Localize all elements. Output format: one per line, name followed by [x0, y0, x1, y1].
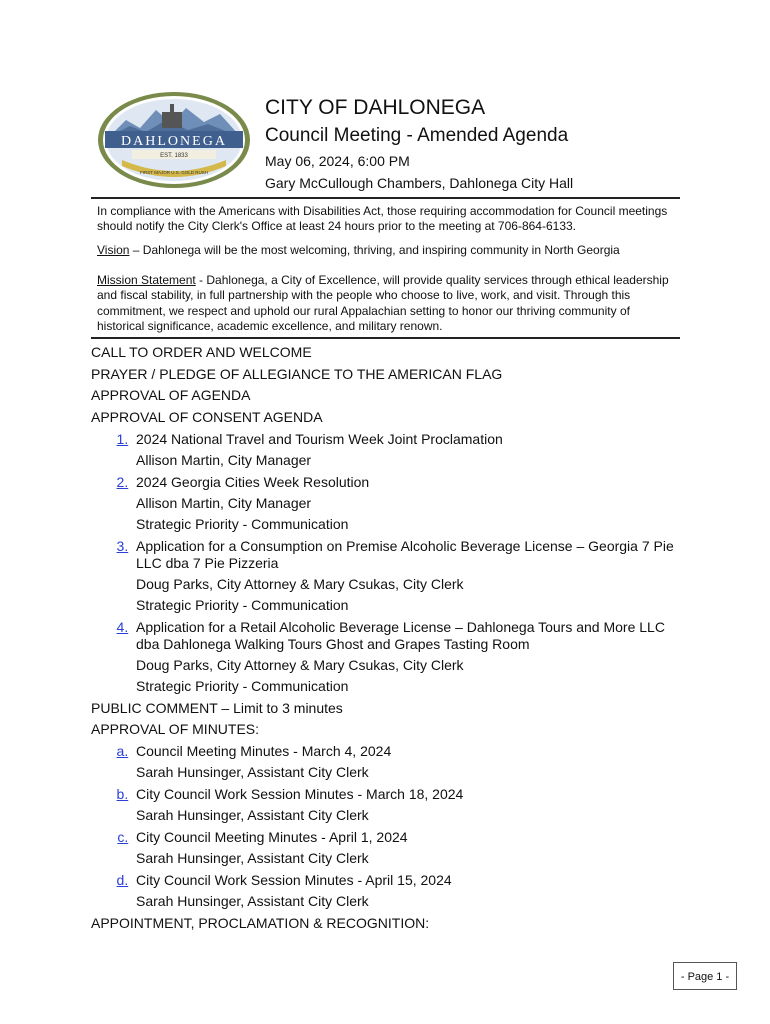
mission-statement	[97, 273, 677, 334]
page-number: - Page 1 -	[673, 962, 737, 990]
city-name: CITY OF DAHLONEGA	[265, 96, 486, 119]
agenda-item	[91, 538, 681, 571]
agenda-item	[91, 619, 681, 652]
agenda-header	[265, 94, 573, 194]
minutes-item	[91, 786, 681, 803]
section-prayer-pledge: PRAYER / PLEDGE OF ALLEGIANCE TO THE AMERICAN FLAG	[91, 365, 503, 382]
ada-notice: In compliance with the Americans with Disabilities Act, those requiring accommodation for Council meetings should notify the City Clerk's Office at least 24 hours prior to the meeting at 706-864-6133.	[97, 204, 668, 234]
divider	[91, 197, 680, 199]
item-presenter: Allison Martin, City Manager	[136, 494, 312, 511]
section-public-comment: PUBLIC COMMENT – Limit to 3 minutes	[91, 699, 343, 716]
dahlonega-seal-icon	[96, 90, 252, 190]
item-link[interactable]: 1.	[116, 430, 129, 447]
item-title: Council Meeting Minutes - March 4, 2024	[136, 743, 392, 759]
item-link[interactable]: 3.	[116, 538, 129, 554]
item-presenter: Sarah Hunsinger, Assistant City Clerk	[136, 893, 369, 909]
item-priority: Strategic Priority - Communication	[136, 516, 349, 532]
item-title: Application for a Retail Alcoholic Beverage License – Dahlonega Tours and More LLC dba Dahlonega Walking Tours Ghost and Grapes Tasting Room	[136, 619, 665, 652]
minutes-item	[91, 872, 681, 889]
svg-text:DAHLONEGA: DAHLONEGA	[121, 134, 227, 149]
item-presenter: Doug Parks, City Attorney & Mary Csukas, City Clerk	[136, 575, 464, 592]
section-consent-agenda: APPROVAL OF CONSENT AGENDA	[91, 408, 323, 425]
minutes-item	[91, 743, 681, 760]
item-link[interactable]: b.	[116, 786, 129, 802]
item-title: City Council Work Session Minutes - March 18, 2024	[136, 786, 464, 802]
agenda-item	[91, 431, 681, 448]
item-title: City Council Meeting Minutes - April 1, 2024	[136, 829, 408, 845]
mission-label: Mission Statement	[97, 273, 196, 287]
section-approval-of-agenda: APPROVAL OF AGENDA	[91, 387, 251, 403]
item-link[interactable]: 2.	[116, 473, 129, 490]
item-link[interactable]: a.	[116, 743, 129, 759]
item-presenter: Sarah Hunsinger, Assistant City Clerk	[136, 807, 369, 823]
svg-text:FIRST MAJOR U.S. GOLD RUSH: FIRST MAJOR U.S. GOLD RUSH	[140, 170, 208, 175]
meeting-location: Gary McCullough Chambers, Dahlonega City Hall	[265, 175, 574, 191]
meeting-date: May 06, 2024, 6:00 PM	[265, 153, 410, 169]
vision-statement	[97, 243, 677, 258]
item-link[interactable]: 4.	[116, 619, 129, 635]
item-title: 2024 National Travel and Tourism Week Joint Proclamation	[136, 430, 503, 447]
item-title: 2024 Georgia Cities Week Resolution	[136, 473, 370, 490]
vision-label: Vision	[97, 243, 130, 257]
section-appointment: APPOINTMENT, PROCLAMATION & RECOGNITION:	[91, 914, 430, 931]
item-priority: Strategic Priority - Communication	[136, 678, 349, 694]
item-title: City Council Work Session Minutes - April 15, 2024	[136, 872, 452, 888]
item-presenter: Doug Parks, City Attorney & Mary Csukas, City Clerk	[136, 656, 464, 673]
item-priority: Strategic Priority - Communication	[136, 597, 349, 613]
vision-text: – Dahlonega will be the most welcoming, thriving, and inspiring community in North Georgia	[129, 243, 620, 257]
item-presenter: Allison Martin, City Manager	[136, 451, 312, 468]
section-call-to-order: CALL TO ORDER AND WELCOME	[91, 344, 312, 360]
agenda-title: Council Meeting - Amended Agenda	[265, 125, 569, 146]
minutes-item	[91, 829, 681, 846]
section-minutes: APPROVAL OF MINUTES:	[91, 721, 260, 737]
agenda-item	[91, 474, 681, 491]
item-link[interactable]: c.	[117, 829, 129, 845]
mission-text: - Dahlonega, a City of Excellence, will provide quality services through ethical leadership and fiscal stability, in full partnership with the people who choose to live, work, and visit. Through this commitment, we respect and uphold our rural Appalachian setting to honor our thriving community of historical significance, academic excellence, and military renown.	[97, 273, 669, 333]
item-title: Application for a Consumption on Premise Alcoholic Beverage License – Georgia 7 Pie LLC dba 7 Pie Pizzeria	[136, 538, 674, 571]
agenda-body	[91, 342, 681, 934]
svg-text:EST. 1833: EST. 1833	[160, 153, 188, 159]
divider	[91, 337, 680, 339]
item-link[interactable]: d.	[116, 872, 129, 888]
item-presenter: Sarah Hunsinger, Assistant City Clerk	[136, 764, 369, 780]
item-presenter: Sarah Hunsinger, Assistant City Clerk	[136, 850, 369, 866]
city-logo	[96, 90, 252, 190]
